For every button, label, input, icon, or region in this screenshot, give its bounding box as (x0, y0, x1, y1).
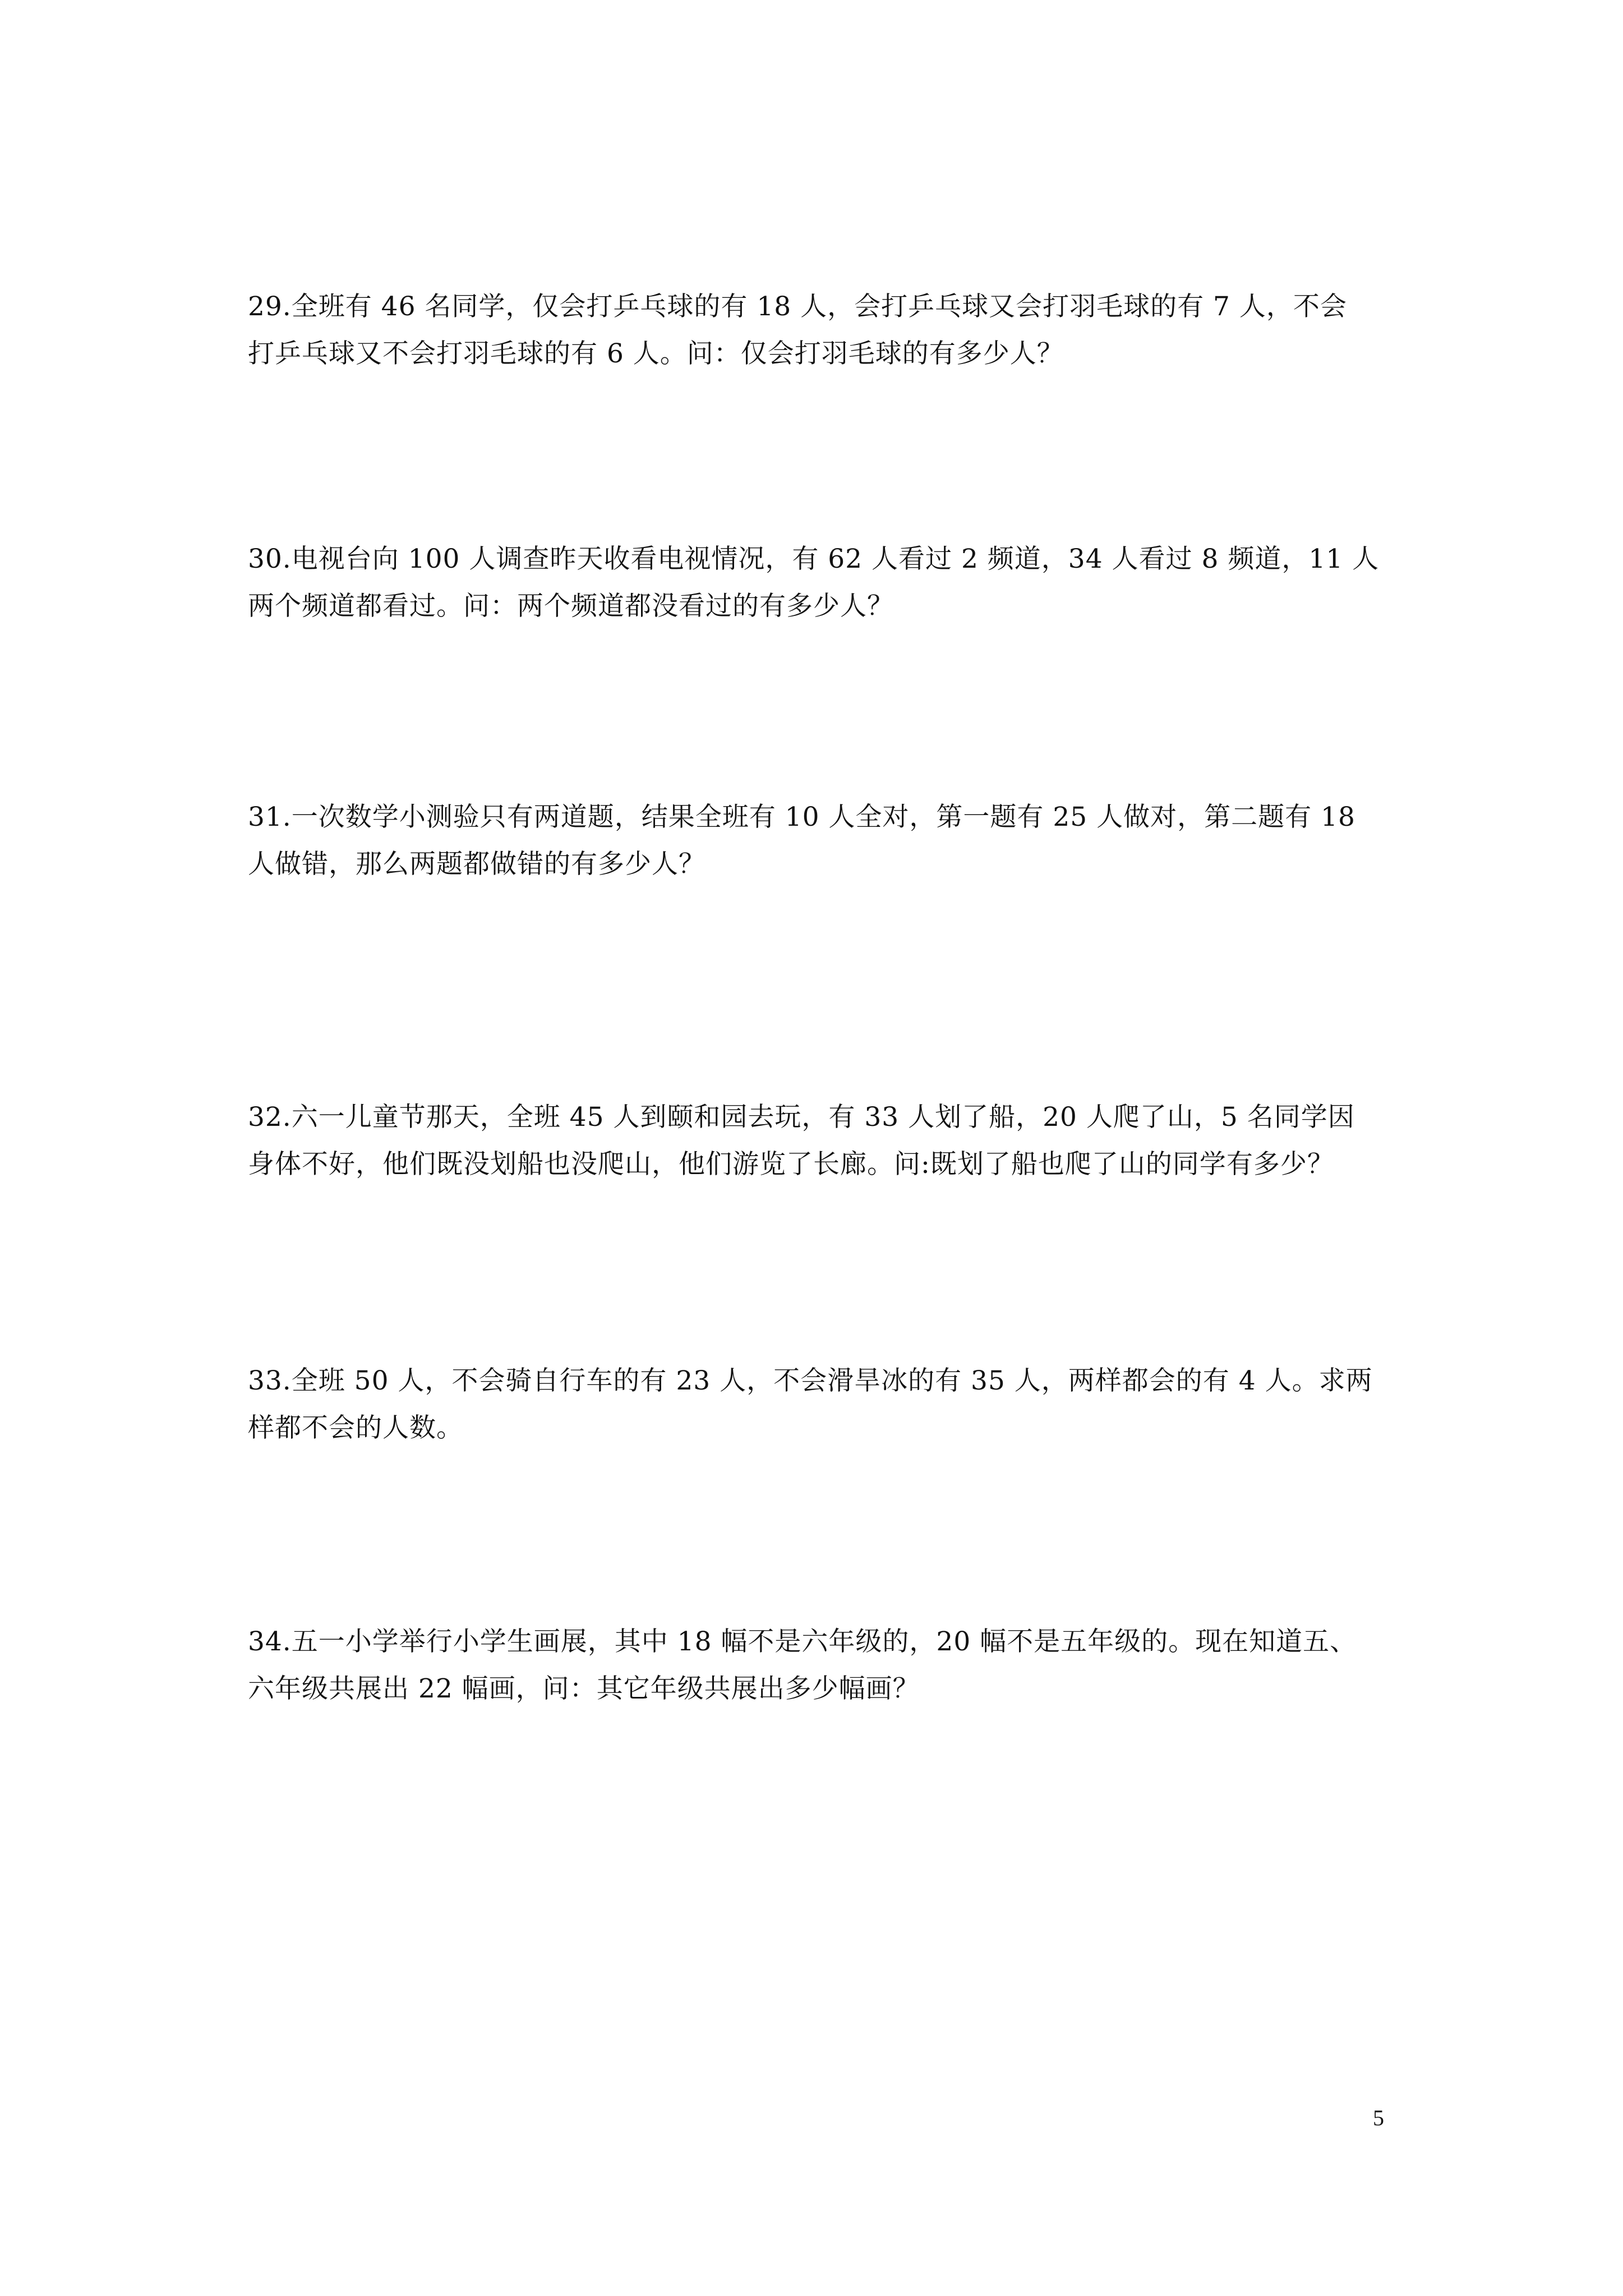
question-34-line-1: 34.五一小学举行小学生画展，其中 18 幅不是六年级的，20 幅不是五年级的。现在知道五、 (248, 1626, 1357, 1657)
question-30-line-1: 30.电视台向 100 人调查昨天收看电视情况，有 62 人看过 2 频道，34 人看过 8 频道，11 人 (248, 544, 1380, 574)
question-29-line-2: 打乒乓球又不会打羽毛球的有 6 人。问：仅会打羽毛球的有多少人？ (248, 338, 1064, 369)
question-34 (248, 1618, 1392, 1713)
question-33 (248, 1358, 1392, 1452)
question-31-line-2: 人做错，那么两题都做错的有多少人？ (248, 849, 706, 880)
question-34-line-2: 六年级共展出 22 幅画，问：其它年级共展出多少幅画？ (248, 1673, 920, 1704)
question-32-line-1: 32.六一儿童节那天，全班 45 人到颐和园去玩，有 33 人划了船，20 人爬了山，5 名同学因 (248, 1102, 1355, 1133)
question-30-line-2: 两个频道都看过。问：两个频道都没看过的有多少人？ (248, 591, 894, 622)
question-33-line-2: 样都不会的人数。 (248, 1412, 463, 1443)
question-30 (248, 536, 1392, 630)
question-29-line-1: 29.全班有 46 名同学，仅会打乒乓球的有 18 人，会打乒乓球又会打羽毛球的有 7 人，不会 (248, 291, 1347, 322)
question-32-line-2: 身体不好，他们既没划船也没爬山，他们游览了长廊。问:既划了船也爬了山的同学有多少？ (248, 1149, 1334, 1180)
question-29 (248, 283, 1392, 378)
question-33-line-1: 33.全班 50 人，不会骑自行车的有 23 人，不会滑旱冰的有 35 人，两样都会的有 4 人。求两 (248, 1365, 1373, 1396)
question-32 (248, 1094, 1392, 1188)
page-number: 5 (1373, 2105, 1384, 2131)
question-31-line-1: 31.一次数学小测验只有两道题，结果全班有 10 人全对，第一题有 25 人做对，第二题有 18 (248, 802, 1355, 832)
question-31 (248, 794, 1392, 888)
